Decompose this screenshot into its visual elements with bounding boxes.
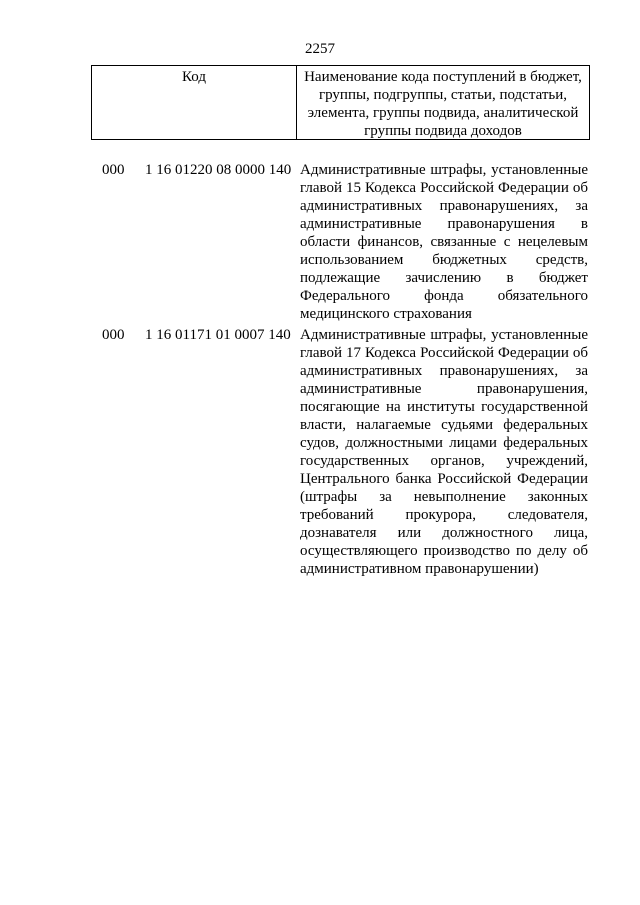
- header-name-label: Наименование кода поступлений в бюджет, группы, подгруппы, статьи, подстатьи, элемента, группы подвида, аналитической группы подвида доходов: [304, 69, 582, 139]
- admin-code: 000: [102, 327, 125, 343]
- header-code-label: Код: [92, 66, 297, 139]
- admin-code: 000: [102, 162, 125, 178]
- table-header: [91, 65, 590, 140]
- revenue-code: 1 16 01171 01 0007 140: [145, 327, 291, 343]
- revenue-description: Административные штрафы, установленные главой 15 Кодекса Российской Федерации об административных правонарушениях, за административные правонарушения в области финансов, связанные с нецелевым использованием бюджетных средств, подлежащие зачислению в бюджет Федерального фонда обязательного медицинского страхования: [300, 162, 588, 322]
- revenue-description: Административные штрафы, установленные главой 17 Кодекса Российской Федерации об административных правонарушениях, за административные правонарушения, посягающие на институты государственной власти, налагаемые судьями федеральных судов, должностными лицами федеральных государственных органов, учреждений, Центрального банка Российской Федерации (штрафы за невыполнение законных требований прокурора, следователя, дознавателя или должностного лица, осуществляющего производство по делу об административном правонарушении): [300, 327, 588, 577]
- page-number: 2257: [305, 41, 335, 57]
- revenue-code: 1 16 01220 08 0000 140: [145, 162, 292, 178]
